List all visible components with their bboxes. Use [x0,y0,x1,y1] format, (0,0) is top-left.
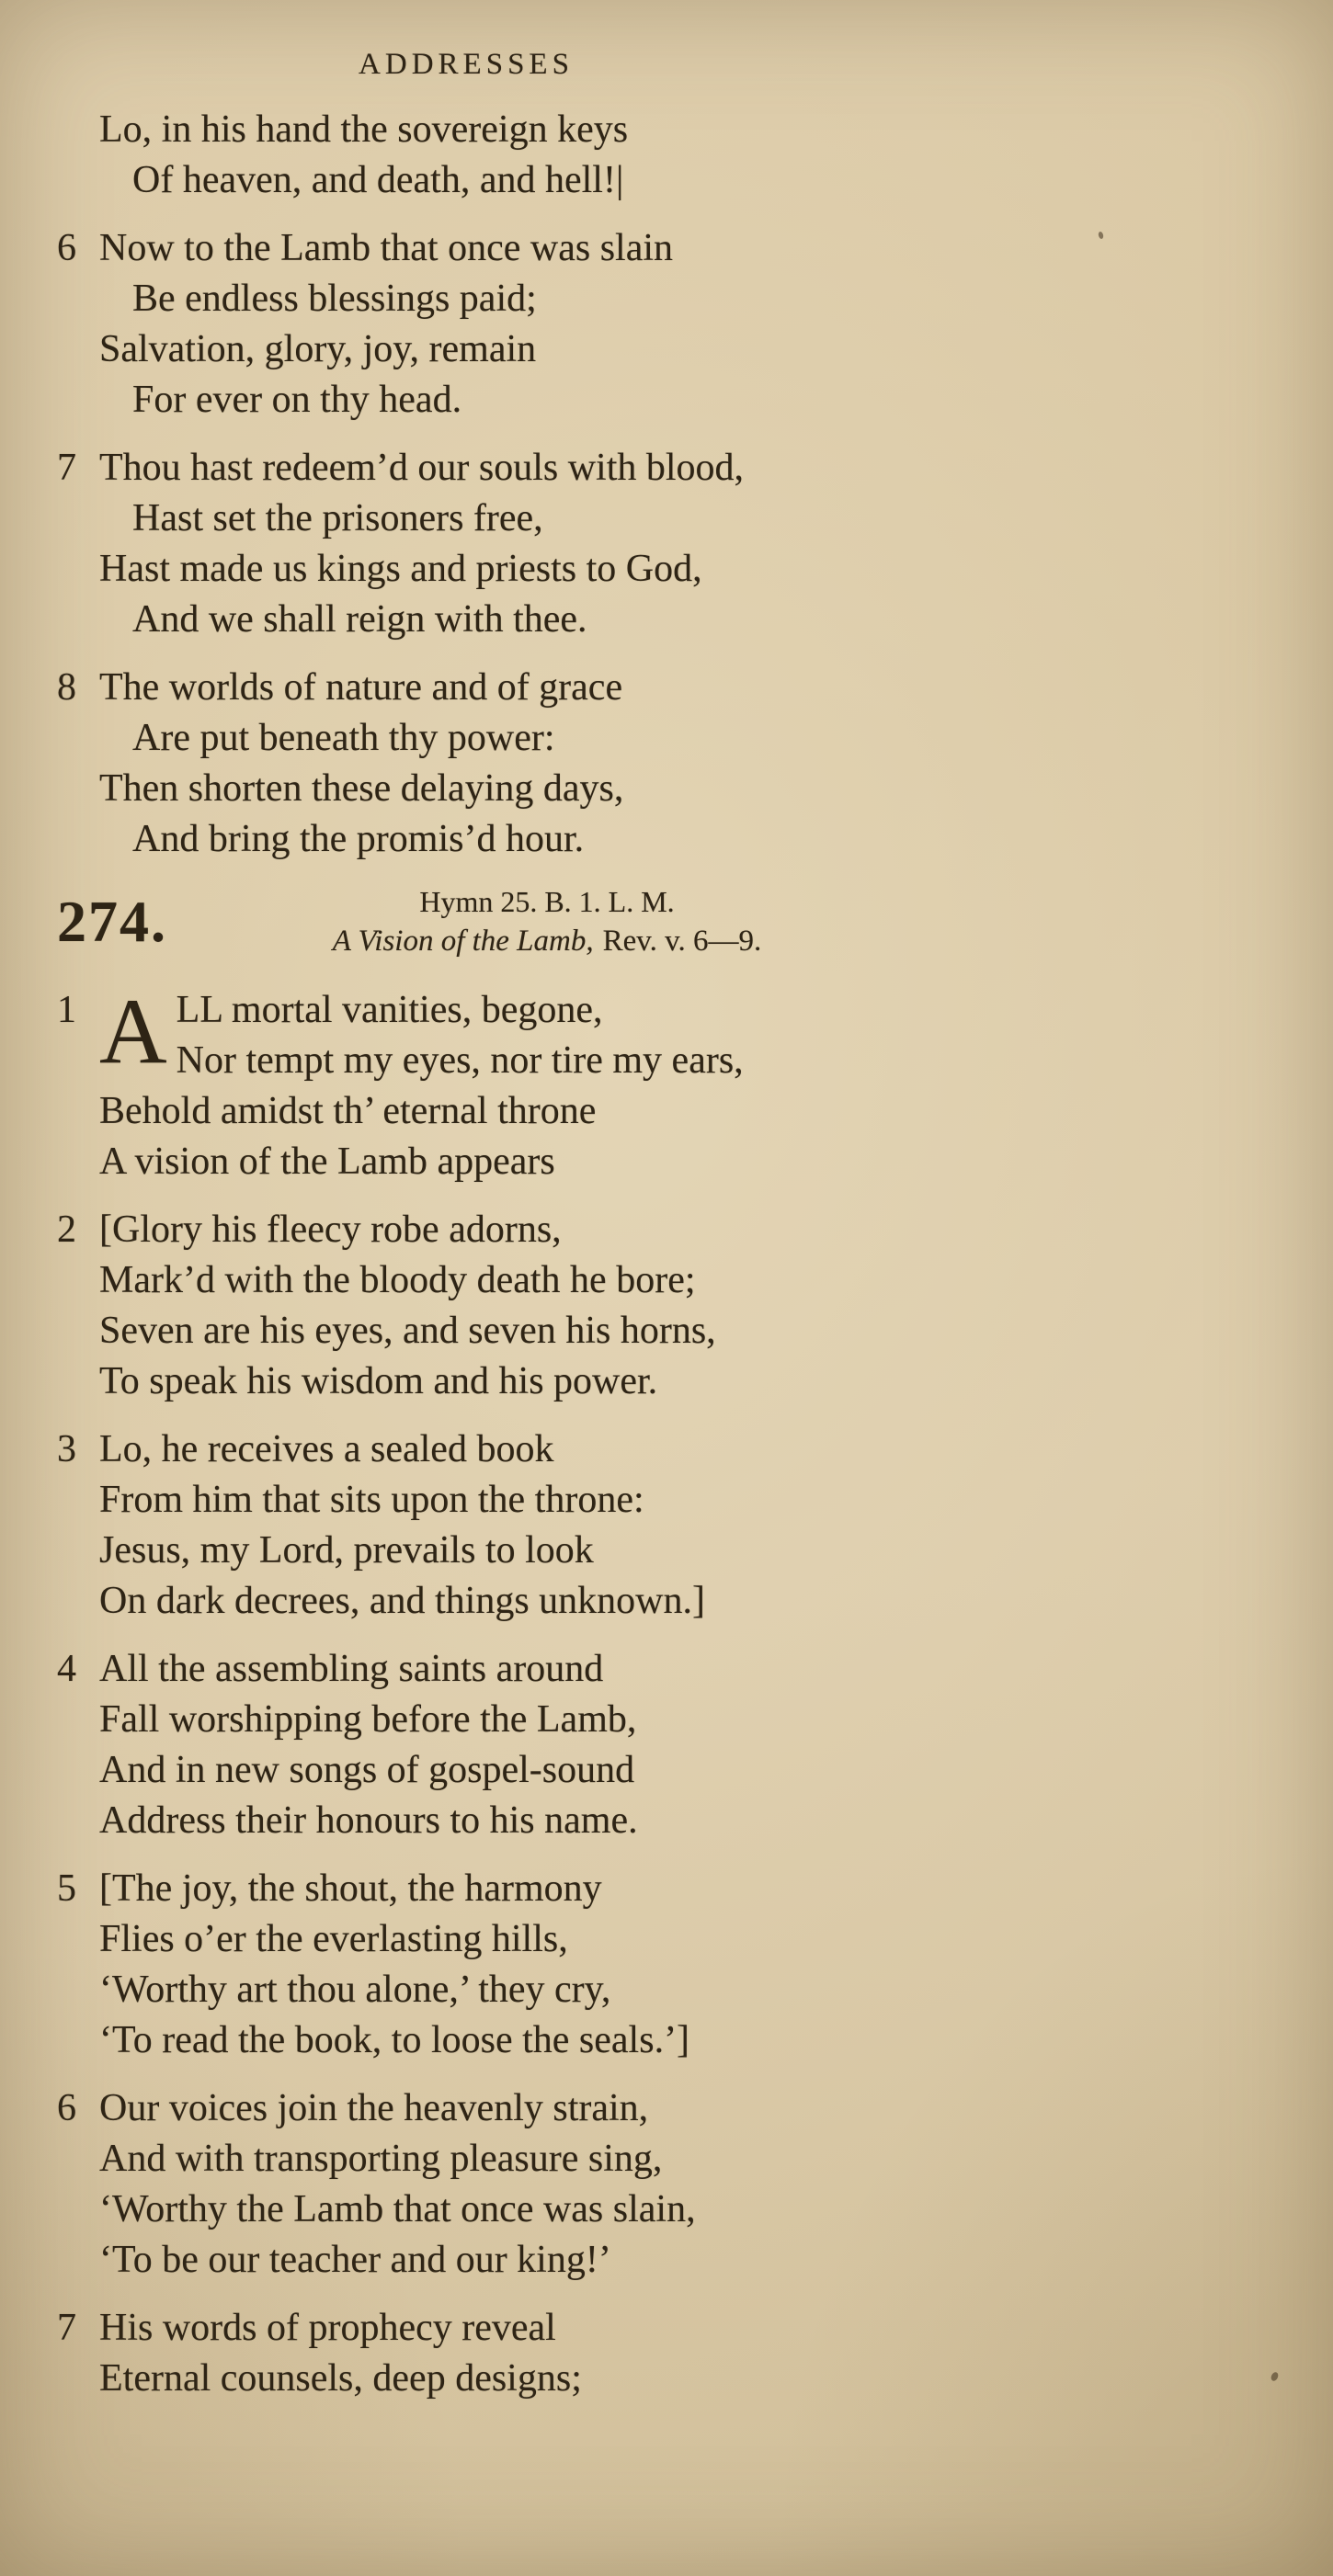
verse-line: Hast set the prisoners free, [132,497,543,539]
scan-speck [1098,231,1104,239]
verse-line: From him that sits upon the throne: [99,1479,644,1521]
verse-number: 3 [57,1428,76,1470]
stanza [57,2303,875,2404]
verse-line: LL mortal vanities, begone, [176,989,603,1031]
verse-number: 7 [57,447,76,489]
stanza [57,1644,875,1846]
hymn-meter-line: Hymn 25. B. 1. L. M. [419,885,675,918]
verse-line: ‘Worthy art thou alone,’ they cry, [99,1969,611,2011]
verse-line: And in new songs of gospel-sound [99,1749,635,1791]
verse-line: To speak his wisdom and his power. [99,1360,658,1402]
previous-hymn-ending [57,105,875,865]
verse-number: 6 [57,2087,76,2129]
verse-line: Flies o’er the everlasting hills, [99,1918,568,1960]
stanza [57,223,875,426]
stanza [57,1864,875,2066]
verse-line: Mark’d with the bloody death he bore; [99,1259,696,1301]
verse-number: 5 [57,1867,76,1910]
verse-line: The worlds of nature and of grace [99,666,623,709]
hymn-title-line [219,921,875,961]
verse-number: 6 [57,227,76,269]
verse-line: Behold amidst th’ eternal throne [99,1090,597,1132]
page-content [57,46,875,2422]
verse-line: Of heaven, and death, and hell!| [132,159,624,201]
verse-line: [Glory his fleecy robe adorns, [99,1209,562,1251]
verse-line: Lo, in his hand the sovereign keys [99,108,629,151]
hymn-scripture-reference: Rev. v. 6—9. [602,925,762,958]
verse-line: And bring the promis’d hour. [132,818,585,860]
verse-line: ‘To be our teacher and our king!’ [99,2239,611,2281]
verse-line: Salvation, glory, joy, remain [99,328,537,370]
verse-line: And with transporting pleasure sing, [99,2138,663,2180]
stanza [57,2083,875,2286]
verse-line: For ever on thy head. [132,379,462,421]
verse-line: ‘Worthy the Lamb that once was slain, [99,2188,696,2230]
hymn-title: A Vision of the Lamb, [332,925,594,958]
verse-number: 2 [57,1209,76,1251]
stanza [57,105,875,206]
verse-line: Jesus, my Lord, prevails to look [99,1529,594,1572]
verse-line: Thou hast redeem’d our souls with blood, [99,447,745,489]
verse-line: Nor tempt my eyes, nor tire my ears, [176,1039,744,1082]
stanza [57,980,875,1187]
stanza [57,443,875,645]
verse-line: His words of prophecy reveal [99,2307,556,2349]
verse-line: Then shorten these delaying days, [99,767,624,810]
verse-line: Hast made us kings and priests to God, [99,548,702,590]
verse-line: Are put beneath thy power: [132,717,555,759]
hymn-heading [57,882,875,961]
hymn-meta [219,882,875,961]
scan-speck [1270,2371,1280,2382]
verse-line: Address their honours to his name. [99,1799,638,1842]
verse-line: Lo, he receives a sealed book [99,1428,554,1470]
stanza [57,663,875,865]
hymn-number: 274. [57,889,167,954]
verse-line: A vision of the Lamb appears [99,1140,555,1183]
verse-line: Seven are his eyes, and seven his horns, [99,1310,716,1352]
verse-line: Eternal counsels, deep designs; [99,2357,582,2400]
verse-number: 8 [57,666,76,709]
verse-number: 4 [57,1648,76,1690]
verse-line: [The joy, the shout, the harmony [99,1867,602,1910]
running-head: ADDRESSES [359,48,574,81]
verse-line: And we shall reign with thee. [132,598,587,641]
stanza [57,1205,875,1407]
drop-cap-letter: A [99,980,167,1084]
verse-line: Be endless blessings paid; [132,278,537,320]
verse-line: ‘To read the book, to loose the seals.’] [99,2019,690,2061]
verse-line: Now to the Lamb that once was slain [99,227,674,269]
verse-number: 7 [57,2307,76,2349]
verse-line: Our voices join the heavenly strain, [99,2087,649,2129]
stanza [57,1424,875,1627]
hymn-274-stanzas [57,980,875,2404]
verse-number: 1 [57,989,76,1031]
verse-line: All the assembling saints around [99,1648,604,1690]
verse-line: Fall worshipping before the Lamb, [99,1698,637,1741]
verse-line: On dark decrees, and things unknown.] [99,1580,705,1622]
